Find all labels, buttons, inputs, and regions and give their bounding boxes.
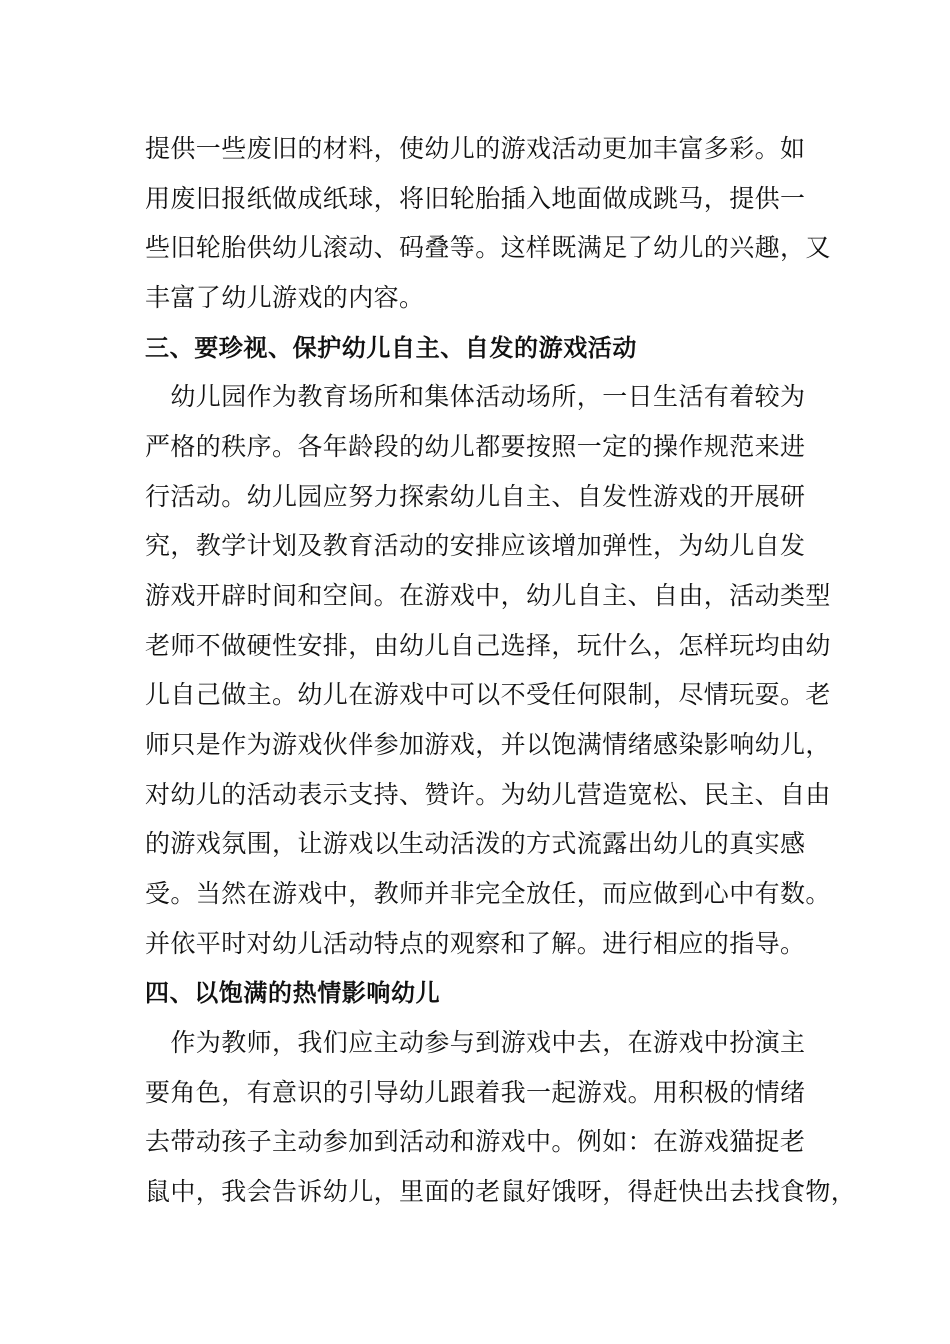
paragraph-line: 作为教师，我们应主动参与到游戏中去，在游戏中扮演主: [145, 1028, 806, 1057]
paragraph-line: 并依平时对幼儿活动特点的观察和了解。进行相应的指导。: [145, 929, 806, 958]
paragraph-line: 的游戏氛围，让游戏以生动活泼的方式流露出幼儿的真实感: [145, 829, 806, 858]
paragraph-line: 对幼儿的活动表示支持、赞许。为幼儿营造宽松、民主、自由: [145, 780, 831, 809]
paragraph-line: 用废旧报纸做成纸球，将旧轮胎插入地面做成跳马，提供一: [145, 184, 806, 213]
section-heading: 三、要珍视、保护幼儿自主、自发的游戏活动: [145, 334, 637, 362]
paragraph-line: 要角色，有意识的引导幼儿跟着我一起游戏。用积极的情绪: [145, 1078, 806, 1107]
paragraph-line: 受。当然在游戏中，教师并非完全放任，而应做到心中有数。: [145, 879, 831, 908]
paragraph-line: 提供一些废旧的材料，使幼儿的游戏活动更加丰富多彩。如: [145, 134, 806, 163]
paragraph-line: 丰富了幼儿游戏的内容。: [145, 283, 425, 312]
paragraph-line: 儿自己做主。幼儿在游戏中可以不受任何限制，尽情玩耍。老: [145, 680, 831, 709]
paragraph-line: 师只是作为游戏伙伴参加游戏，并以饱满情绪感染影响幼儿，: [145, 730, 831, 759]
section-heading: 四、以饱满的热情影响幼儿: [145, 979, 441, 1007]
paragraph-line: 老师不做硬性安排，由幼儿自己选择，玩什么，怎样玩均由幼: [145, 631, 831, 660]
paragraph-line: 幼儿园作为教育场所和集体活动场所，一日生活有着较为: [145, 382, 806, 411]
paragraph-line: 去带动孩子主动参加到活动和游戏中。例如：在游戏猫捉老: [145, 1127, 806, 1156]
paragraph-line: 行活动。幼儿园应努力探索幼儿自主、自发性游戏的开展研: [145, 482, 806, 511]
paragraph-line: 严格的秩序。各年龄段的幼儿都要按照一定的操作规范来进: [145, 432, 806, 461]
paragraph-line: 究，教学计划及教育活动的安排应该增加弹性，为幼儿自发: [145, 531, 806, 560]
paragraph-line: 些旧轮胎供幼儿滚动、码叠等。这样既满足了幼儿的兴趣，又: [145, 233, 831, 262]
paragraph-line: 鼠中，我会告诉幼儿，里面的老鼠好饿呀，得赶快出去找食物，: [145, 1177, 857, 1206]
paragraph-line: 游戏开辟时间和空间。在游戏中，幼儿自主、自由，活动类型: [145, 581, 831, 610]
